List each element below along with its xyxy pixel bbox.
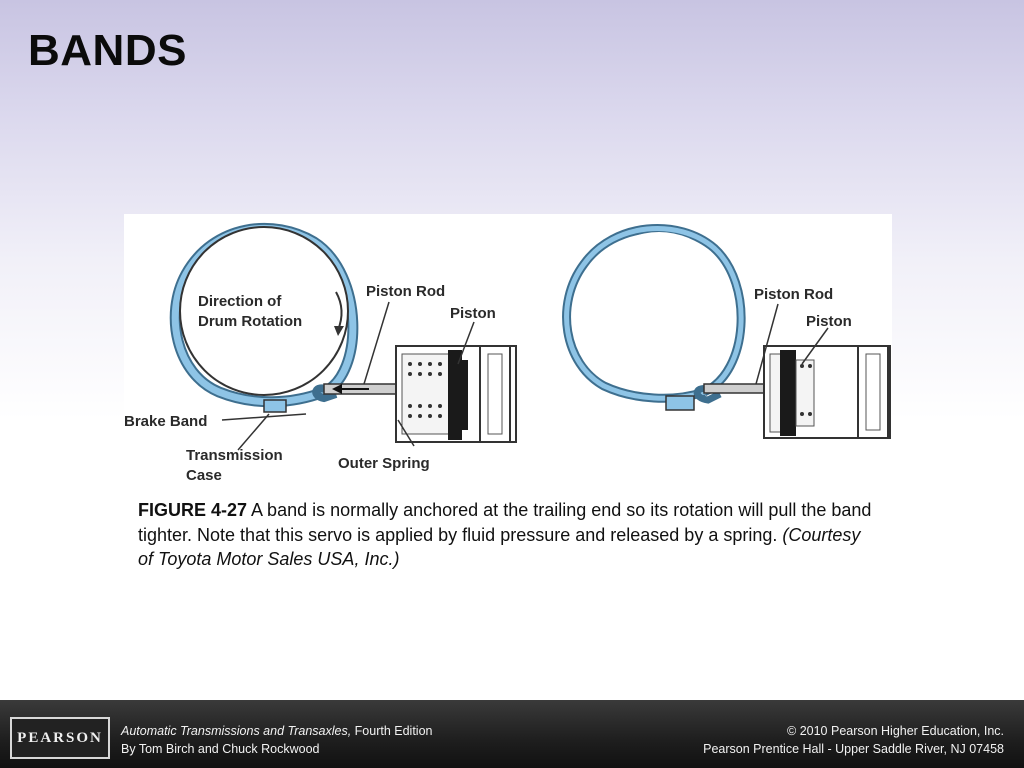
footer-bar [0,700,1024,768]
left-piston [448,350,462,440]
book-edition: Fourth Edition [351,724,433,738]
left-assembly [124,227,516,484]
label-piston-rod-right: Piston Rod [754,286,834,303]
footer-publisher-info [703,722,1004,758]
label-direction-line2: Drum Rotation [198,313,303,330]
label-brake-band: Brake Band [124,413,208,430]
right-drum [583,232,735,384]
right-piston [780,350,796,436]
label-transmission-line1: Transmission [186,447,283,464]
band-servo-diagram [124,214,892,484]
right-assembly [567,228,890,438]
caption-courtesy: (Courtesy of Toyota Motor Sales USA, Inc.) [138,524,861,569]
publisher-text: Pearson Prentice Hall - Upper Saddle River, NJ 07458 [703,742,1004,756]
book-title: Automatic Transmissions and Transaxles, [121,724,352,738]
figure-number: FIGURE 4-27 [138,500,248,520]
label-piston-right: Piston [806,313,852,330]
pearson-logo [10,717,110,759]
logo-text: PEARSON [17,729,103,746]
figure-caption [138,498,878,572]
copyright-text: © 2010 Pearson Higher Education, Inc. [787,724,1004,738]
book-authors: By Tom Birch and Chuck Rockwood [121,742,320,756]
label-direction-line1: Direction of [198,293,282,310]
left-band-anchor [264,400,286,412]
left-drum [180,227,348,395]
label-piston-rod-left: Piston Rod [366,283,446,300]
label-outer-spring: Outer Spring [338,455,430,472]
label-piston-left: Piston [450,305,496,322]
right-band-anchor [666,396,694,410]
band-servo-figure [124,214,892,484]
caption-text: A band is normally anchored at the trailing end so its rotation will pull the band tighter. Note that this servo is applied by fluid pressure and released by a spring. [138,500,872,545]
slide-title: BANDS [28,26,187,75]
footer-book-info [121,722,432,758]
label-transmission-line2: Case [186,467,222,484]
